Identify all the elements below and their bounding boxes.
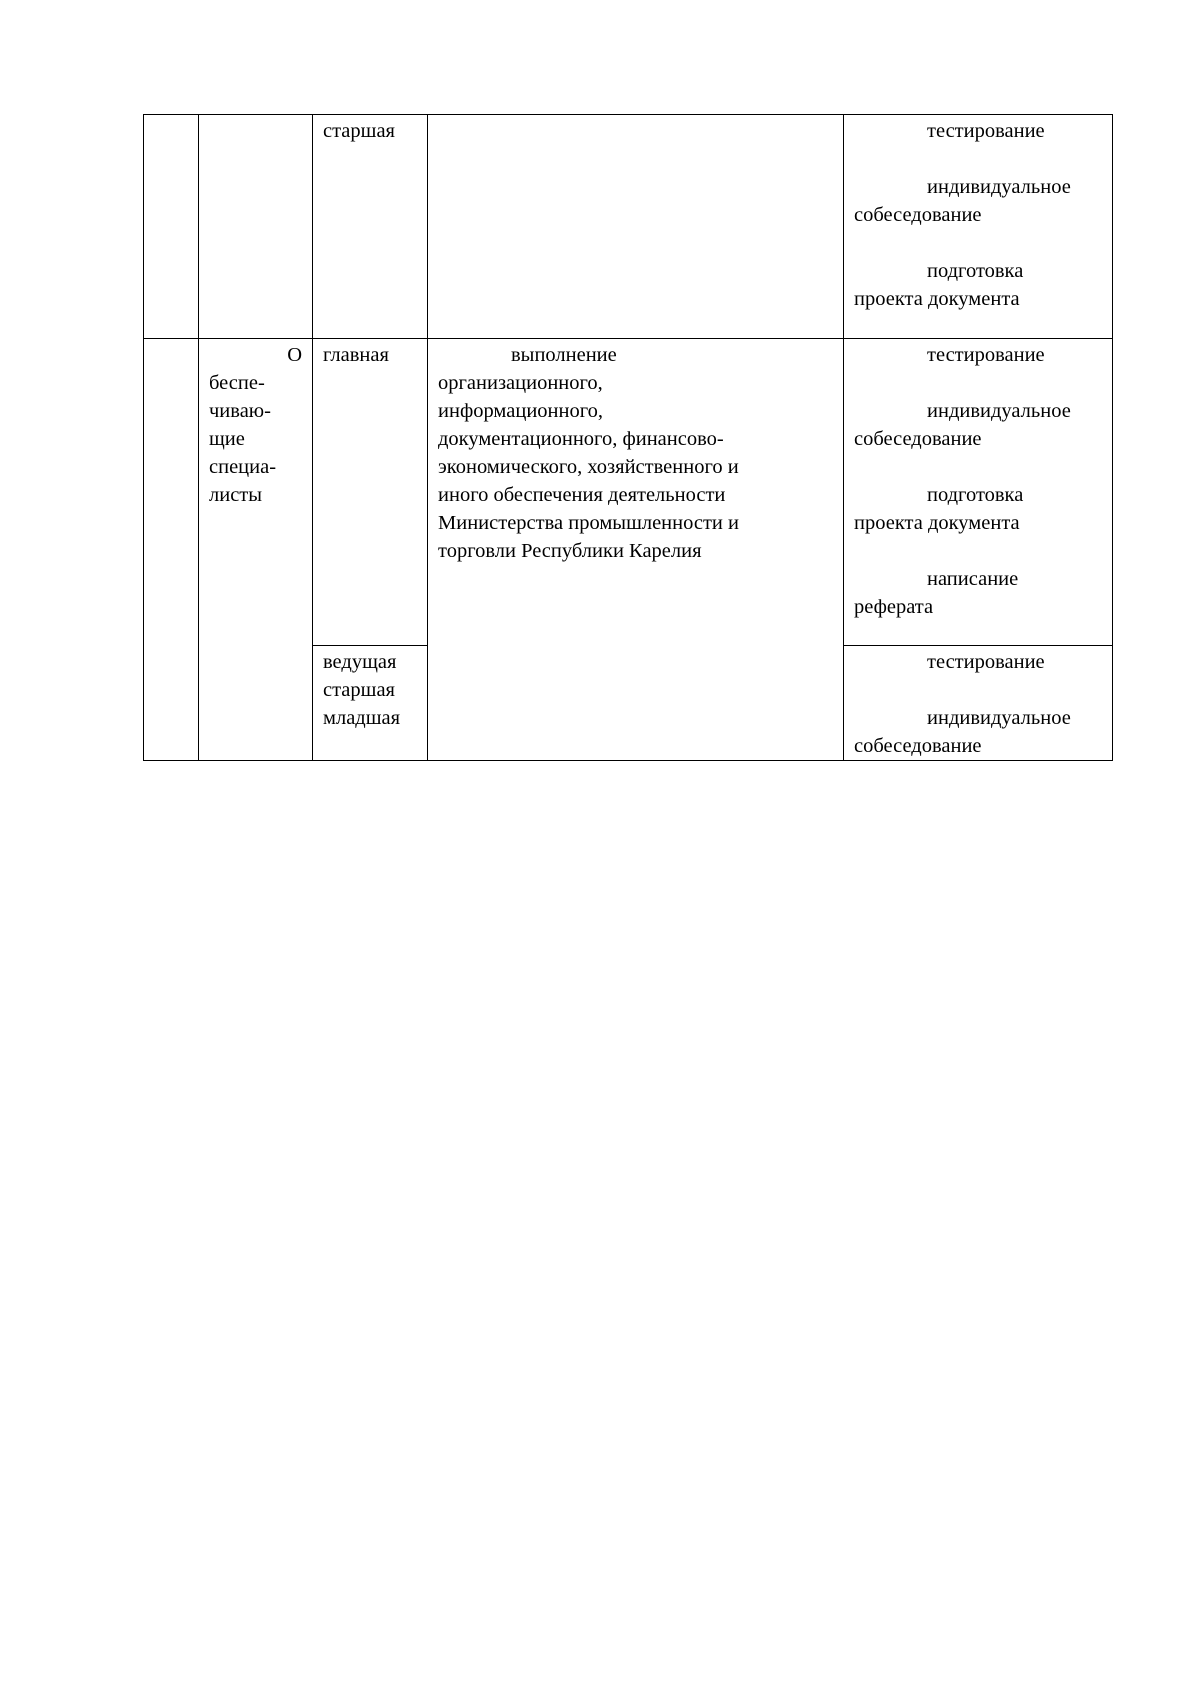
category-line: специа- xyxy=(209,456,277,478)
group-label: ведущая xyxy=(323,651,397,673)
method-line: собеседование xyxy=(854,735,982,757)
method-line: тестирование xyxy=(927,120,1045,142)
method-line: собеседование xyxy=(854,428,982,450)
category-line: листы xyxy=(209,484,263,506)
group-label: главная xyxy=(323,344,389,366)
method-item xyxy=(854,397,1102,453)
method-item xyxy=(854,648,1102,676)
description-line: информационного, xyxy=(438,400,604,422)
table-row xyxy=(144,339,1113,646)
description-line: документационного, финансово- xyxy=(438,428,724,450)
method-item xyxy=(854,173,1102,229)
group-cell xyxy=(313,646,428,761)
description-line: торговли Республики Карелия xyxy=(438,540,702,562)
category-line: беспе- xyxy=(209,372,265,394)
category-line: чиваю- xyxy=(209,400,271,422)
description-line: иного обеспечения деятельности xyxy=(438,484,726,506)
method-line: индивидуальное xyxy=(927,400,1071,422)
group-cell xyxy=(313,115,428,339)
method-line: подготовка xyxy=(927,260,1024,282)
table-row xyxy=(144,115,1113,339)
method-line: собеседование xyxy=(854,204,982,226)
method-item xyxy=(854,117,1102,145)
method-line: проекта документа xyxy=(854,512,1020,534)
category-line: О xyxy=(287,344,302,366)
group-cell xyxy=(313,339,428,646)
method-line: тестирование xyxy=(927,651,1045,673)
method-line: проекта документа xyxy=(854,288,1020,310)
requirements-table xyxy=(143,114,1113,761)
description-cell xyxy=(428,115,844,339)
description-line: Министерства промышленности и xyxy=(438,512,740,534)
method-item xyxy=(854,257,1102,313)
group-label: старшая xyxy=(323,679,395,701)
row-number-cell xyxy=(144,339,199,761)
description-line: выполнение xyxy=(511,344,617,366)
methods-cell xyxy=(844,646,1113,761)
methods-cell xyxy=(844,339,1113,646)
group-label: старшая xyxy=(323,120,395,142)
description-line: организационного, xyxy=(438,372,603,394)
category-cell xyxy=(199,115,313,339)
method-line: тестирование xyxy=(927,344,1045,366)
method-item xyxy=(854,481,1102,537)
group-label: младшая xyxy=(323,707,401,729)
method-line: реферата xyxy=(854,596,934,618)
method-line: подготовка xyxy=(927,484,1024,506)
method-line: индивидуальное xyxy=(927,176,1071,198)
row-number-cell xyxy=(144,115,199,339)
description-cell xyxy=(428,339,844,761)
category-cell xyxy=(199,339,313,761)
category-line: щие xyxy=(209,428,245,450)
method-line: написание xyxy=(927,568,1019,590)
method-item xyxy=(854,341,1102,369)
methods-cell xyxy=(844,115,1113,339)
description-line: экономического, хозяйственного и xyxy=(438,456,739,478)
method-item xyxy=(854,704,1102,760)
method-line: индивидуальное xyxy=(927,707,1071,729)
method-item xyxy=(854,565,1102,621)
